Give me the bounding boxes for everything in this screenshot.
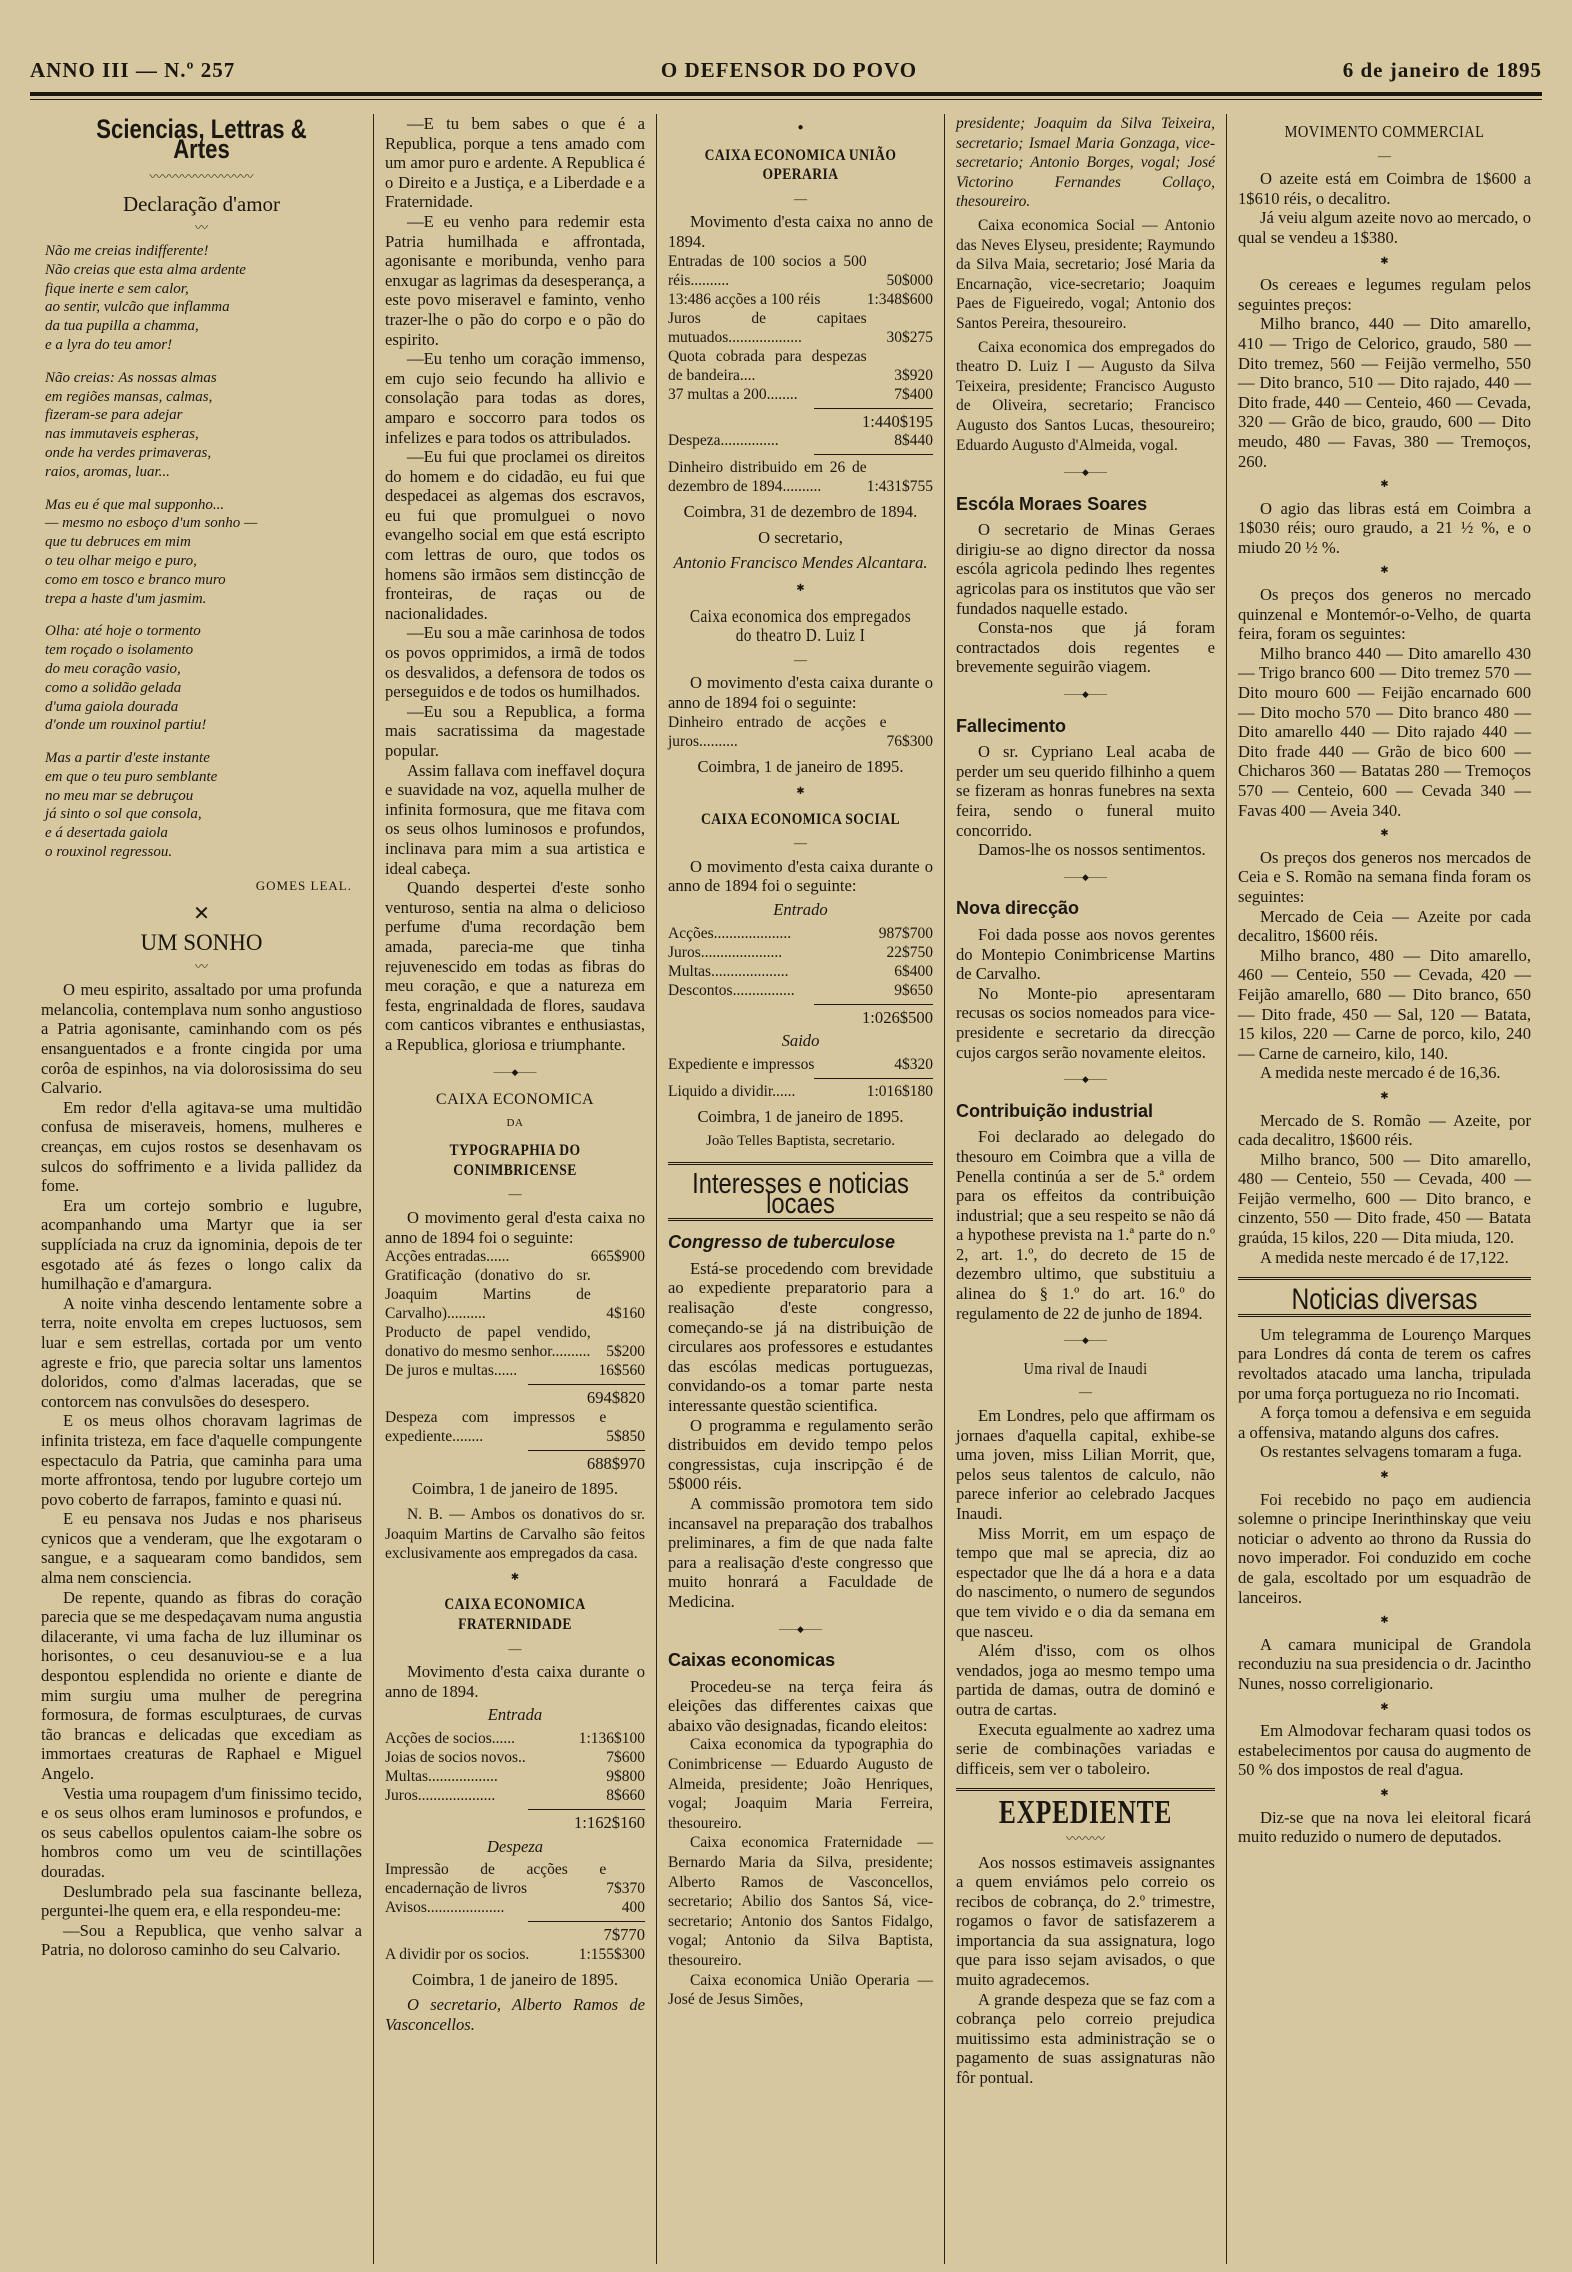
account-value: 1:136$100: [578, 1729, 645, 1747]
account-row: [668, 962, 933, 981]
frat-title: CAIXA ECONOMICA FRATERNIDADE: [444, 1596, 586, 1633]
news-paragraph: Diz-se que na nova lei eleitoral ficará muito reduzido o numero de deputados.: [1238, 1807, 1531, 1847]
account-value: 6$400: [894, 962, 933, 980]
ornament: 〰〰〰〰〰〰〰〰: [149, 169, 254, 185]
paragraph: O sr. Cypriano Leal acaba de perder um seu querido filhinho a quem se fizeram as honras funebres na sexta feira, sendo o funeral muito concorrido.: [956, 742, 1215, 840]
news-paragraph: A força tomou a defensiva e em seguida a offensiva, matando alguns dos cafres.: [1238, 1403, 1531, 1442]
column-1: Sciencias, Lettras & Artes 〰〰〰〰〰〰〰〰 Declaração d'amor 〰 Não me creias indifferente! Não creias que esta alma ardente fique inerte e sem calor, ao sentir, vulcão que inflamma da tua pupilla a chamma, e a lyra do teu amor! Não creias: As nossas almas em regiões mansas, calmas, fizeram-se para adejar nas immutaveis espheras, onde ha verdes primaveras, raios, aromas, luar... Mas eu é que mal supponho... — mesmo no esboço d'um sonho — que tu debruces em mim o teu olhar meigo e puro, como em tosco e branco muro trepa a haste d'um jasmim. Olha: até hoje o tormento tem roçado o isolamento do meu coração vasio, como a solidão gelada d'uma gaiola dourada d'onde um rouxinol partiu! Mas a partir d'este instante em que o teu puro semblante no meu mar se debruçou já sinto o sol que consola, e á desertada gaiola o rouxinol regressou. GOMES LEAL. ✕ UM SONHO 〰 O meu espirito, assaltado por uma profunda melancolia, contemplava num sonho angustioso a Patria agonisante, caminhando com os pés ensanguentados e a fronte cingida por uma corôa de espinhos, na via dolorosissima do seu Calvario. Em redor d'ella agitava-se uma multidão confusa de miseraveis, homens, mulheres e creanças, em cujos rostos se desenhavam os sulcos do soffrimento e a livida pallidez da fome. Era um cortejo sombrio e lugubre, acompanhando uma Martyr que ia ser supplíciada na cruz da ignominia, depois de ter esgotado até ás fezes o longo calix da humilhação e d'amargura. A noite vinha descendo lentamente sobre a terra, noite envolta em crepes luctuosos, sem luar e sem estrellas, cortada por um vento agreste e frio, que parecia soltar uns lamentos doloridos, como d'almas laceradas, que se contorcem nas convulsões do desespero. E os meus olhos choravam lagrimas de infinita tristeza, em face d'aquelle compungente espectaculo da Patria, que caminha para uma morte affrontosa, tendo por lugubre cortejo um povo coberto de farrapos, faminto e quasi nú. E eu pensava nos Judas e nos phariseus cynicos que a venderam, que lhe exgotaram o sangue, e a saquearam como bandidos, sem alma nem consciencia. De repente, quando as fibras do coração parecia que se me despedaçavam numa angustia dilacerante, vi uma facha de luz illuminar os horisontes, o ceu desanuviou-se e a lua despontou esplendida no oriente e diante de mim surgiu uma mulher de peregrina formosura, de formas esculpturaes, de curvas tão brancas e delicadas que excediam as immortaes creaturas de Raphael e Miguel Angelo. Vestia uma roupagem d'um finissimo tecido, e os seus olhos eram luminosos e profundos, e os seus cabellos opulentos caiam-lhe sobre os hombros como um veu de scintillações douradas. Deslumbrado pela sua fascinante belleza, perguntei-lhe quem era, e ella respondeu-me: —Sou a Republica, que venho salvar a Patria, no doloroso caminho do seu Calvario.: [30, 114, 374, 2264]
column-2: —E tu bem sabes o que é a Republica, porque a tens amado com um amor puro e ardente. A Republica é o Direito e a Justiça, e a Liberdade e a Fraternidade. —E eu venho para redemir esta Patria humilhada e affrontada, agonisante e moribunda, venho para enxugar as lagrimas da desesperança, a este povo miseravel e faminto, venho trazer-lhe o pão do corpo e o pão do espirito. —Eu tenho um coração immenso, em cujo seio fecundo ha allivio e consolação para todas as dores, amparo e soccorro para todos os infelizes e para todos os attribulados. —Eu fui que proclamei os direitos do homem e do cidadão, eu fui que despedacei as algemas dos escravos, eu fui que promulguei o novo evangelho social em que está escripto com lettras de ouro, que todos os homens são irmãos sem distincção de fronteiras, de raças ou de nacionalidades. —Eu sou a mãe carinhosa de todos os povos opprimidos, a irmã de todos os desvalidos, a defensora de todos os perseguidos e de todos os humilhados. —Eu sou a Republica, a forma mais sacratissima da magestade popular. Assim fallava com ineffavel doçura e suavidade na voz, aquella mulher de infinita formosura, que me fitava com os seus olhos luminosos e profundos, inclinava para mim a sua artistica e ideal cabeça. Quando despertei d'este sonho venturoso, sentia na alma o delicioso perfume d'uma recordação bem amada, parecia-me que tinha rejuvenescido em todas as fibras do meu coração, e que a natureza em festa, engrinaldada de flores, saudava com canticos vibrantes e enthusiastas, a Republica, gloriosa e triumphante. ——◆—— CAIXA ECONOMICA DA TYPOGRAPHIA DO CONIMBRICENSE — O movimento geral d'esta caixa no anno de 1894 foi o seguinte: Acções entradas...... 665$900 Gratificação (donativo do sr. Joaquim Martins de Carvalho).......... 4$160 Producto de papel vendido, donativo do mesmo senhor.......... 5$200 De juros e multas...... 16$560 694$820 Despeza com impressos e expediente........ 5$850 688$970 Coimbra, 1 de janeiro de 1895. N. B. — Ambos os donativos do sr. Joaquim Martins de Carvalho são feitos exclusivamente aos empregados da casa. ✱ CAIXA ECONOMICA FRATERNIDADE — Movimento d'esta caixa durante o anno de 1894. Entrada Acções de socios...... 1:136$100 Joias de socios novos.. 7$600 Multas.................. 9$800 Juros.................... 8$660 1:162$160 Despeza Impressão de acções e encadernação de livros 7$370 Avisos.................... 400 7$770 A dividir por os socios. 1:155$300 Coimbra, 1 de janeiro de 1895. O secretario, Alberto Ramos de Vasconcellos.: [374, 114, 657, 2264]
paragraph: —Eu sou a mãe carinhosa de todos os povos opprimidos, a irmã de todos os desvalidos, a defensora de todos os perseguidos e de todos os humilhados.: [385, 623, 645, 702]
poem-title: Declaração d'amor: [122, 191, 281, 216]
paragraph: O meu espirito, assaltado por uma profunda melancolia, contemplava num sonho angustioso a Patria agonisante, caminhando com os pés ensanguentados e a fronte cingida por uma corôa de espinhos, na via dolorosissima do seu Calvario.: [41, 980, 362, 1098]
paragraph: O azeite está em Coimbra de 1$600 a 1$610 réis, o decalitro.: [1238, 169, 1531, 208]
column-3: ● CAIXA ECONOMICA UNIÃO OPERARIA — Movimento d'esta caixa no anno de 1894. Entradas de 100 socios a 500 réis.......... 50$000 13:486 acções a 100 réis 1:348$600 Juros de capitaes mutuados................... 30$275 Quota cobrada para despezas de bandeira.... 3$920 37 multas a 200........ 7$400 1:440$195 Despeza............... 8$440 Dinheiro distribuido em 26 de dezembro de 1894.......... 1:431$755 Coimbra, 31 de dezembro de 1894. O secretario, Antonio Francisco Mendes Alcantara. ✱ Caixa economica dos empregados do theatro D. Luiz I — O movimento d'esta caixa durante o anno de 1894 foi o seguinte: Dinheiro entrado de acções e juros.......... 76$300 Coimbra, 1 de janeiro de 1895. ✱ CAIXA ECONOMICA SOCIAL — O movimento d'esta caixa durante o anno de 1894 foi o seguinte: Entrado Acções.................... 987$700 Juros..................... 22$750 Multas.................... 6$400 Descontos................ 9$650 1:026$500 Saido Expediente e impressos 4$320 Liquido a dividir...... 1:016$180 Coimbra, 1 de janeiro de 1895. João Telles Baptista, secretario. Interesses e noticias locaes Congresso de tuberculose Está-se procedendo com brevidade ao expediente preparatorio para a realisação d'este congresso, começando-se já na distribuição de circulares aos professores e estudantes das escólas medicas portuguezas, convidando-os a tomar parte nesta interessante questão scientifica. O programma e regulamento serão distribuidos em devido tempo pelos congressistas, cuja inscripção é de 5$000 réis. A commissão promotora tem sido incansavel na preparação dos trabalhos preliminares, a fim de que nada falte para a realisação d'este congresso que muito honrará a Faculdade de Medicina. ——◆—— Caixas economicas Procedeu-se na terça feira ás eleições das differentes caixas que abaixo vão designadas, ficando eleitos: Caixa economica da typographia do Conimbricense — Eduardo Augusto de Almeida, presidente; João Henriques, vogal; Joaquim Maria Ferreira, thesoureiro. Caixa economica Fraternidade — Bernardo Maria da Silva, presidente; Alberto Ramos de Vasconcellos, secretario; Abilio dos Santos Sá, vice-secretario; Antonio dos Santos Fidalgo, vogal; Antonio da Silva Baptista, thesoureiro. Caixa economica União Operaria — José de Jesus Simões,: [657, 114, 945, 2264]
account-value: 7$370: [606, 1880, 645, 1898]
account-row: [668, 713, 933, 751]
news-paragraph: Os restantes selvagens tomaram a fuga.: [1260, 1442, 1522, 1462]
paragraph: Já veiu algum azeite novo ao mercado, o qual se vendeu a 1$380.: [1238, 208, 1531, 247]
poem-stanza: Não me creias indifferente! Não creias que esta alma ardente fique inerte e sem calor, ao sentir, vulcão que inflamma da tua pupilla a chamma, e a lyra do teu amor!: [45, 242, 246, 353]
account-label: Expediente e impressos: [668, 1055, 815, 1073]
account-label: 37 multas a 200........: [668, 385, 798, 403]
paragraph: A noite vinha descendo lentamente sobre a terra, noite envolta em crepes luctuosos, sem luar e sem estrellas, cortada por um vento agreste e frio, que parecia soltar uns lamentos doloridos, como d'almas laceradas, que se contorcem nas convulsões do desespero.: [41, 1293, 362, 1411]
paragraph: E eu pensava nos Judas e nos phariseus cynicos que a venderam, que lhe exgotaram o sangue, e a saquearam como bandidos, sem alma nem consciencia.: [41, 1509, 362, 1588]
frat-accounts: [385, 1729, 645, 1805]
account-value: 665$900: [590, 1248, 645, 1266]
issue-date: 6 de janeiro de 1895: [1342, 57, 1542, 82]
paragraph: Executa egualmente ao xadrez uma serie de combinações variadas e difficeis, sem ver o taboleiro.: [956, 1719, 1215, 1778]
paragraph: Aos nossos estimaveis assignantes a quem enviámos pelo correio os recibos de cobrança, do 2.º trimestre, rogamos o favor de satisfazerem a importancia da sua assignatura, logo que para isso sejam avisados, o que muito agradecemos.: [956, 1852, 1215, 1990]
paragraph: —Eu fui que proclamei os direitos do homem e do cidadão, eu fui que despedacei as algemas dos escravos, eu fui que promulguei o novo evangelho social em que está escripto com lettras de ouro, que todos os homens são irmãos sem distincção de fronteiras, de raças ou de nacionalidades.: [385, 447, 645, 623]
poem-stanza: Mas a partir d'este instante em que o teu puro semblante no meu mar se debruçou já sinto o sol que consola, e á desertada gaiola o rouxinol regressou.: [45, 750, 218, 861]
paragraph: Foi dada posse aos novos gerentes do Montepio Conimbricense Martins de Carvalho.: [956, 924, 1215, 984]
newspaper-title: O DEFENSOR DO POVO: [660, 57, 918, 82]
account-row: [385, 1247, 645, 1266]
account-row: [385, 1860, 645, 1898]
account-row: [668, 252, 933, 290]
account-value: 9$650: [894, 981, 933, 999]
paragraph: Além d'isso, com os olhos vendados, joga ao mesmo tempo uma partida de damas, outra de dominó e outra de cartas.: [956, 1641, 1215, 1719]
local-news-title: Interesses e noticias locaes: [692, 1168, 909, 1220]
typo-title: CAIXA ECONOMICA: [435, 1091, 595, 1109]
account-label: Acções....................: [668, 924, 792, 942]
paragraph: Em Londres, pelo que affirmam os jornaes d'aquella capital, exhibe-se uma joven, miss Lilian Morrit, que, pelos seus talentos de calculo, não parece inferior ao celebrado Jacques Inaudi.: [956, 1406, 1215, 1523]
paragraph: —Eu sou a Republica, a forma mais sacratissima da magestade popular.: [385, 701, 645, 760]
account-label: Acções de socios......: [385, 1729, 515, 1747]
paragraph: —E tu bem sabes o que é a Republica, porque a tens amado com um amor puro e ardente. A Republica é o Direito e a Justiça, e a Liberdade e a Fraternidade.: [385, 114, 645, 212]
account-label: Avisos....................: [385, 1899, 505, 1917]
account-label: Producto de papel vendido, donativo do mesmo senhor..........: [385, 1324, 591, 1361]
poem-stanza: Olha: até hoje o tormento tem roçado o isolamento do meu coração vasio, como a solidão gelada d'uma gaiola dourada d'onde um rouxinol partiu!: [45, 623, 207, 734]
account-label: 13:486 acções a 100 réis: [668, 290, 821, 308]
account-label: Despeza com impressos e expediente........: [385, 1408, 607, 1445]
columns: [30, 114, 1542, 2264]
account-row: [385, 1729, 645, 1748]
news-paragraph: A camara municipal de Grandola reconduziu na sua presidencia o dr. Jacintho Nunes, nosso correligionario.: [1238, 1634, 1531, 1693]
poem-stanza: Não creias: As nossas almas em regiões mansas, calmas, fizeram-se para adejar nas immutaveis espheras, onde ha verdes primaveras, raios, aromas, luar...: [45, 369, 217, 480]
account-label: Descontos................: [668, 981, 795, 999]
op-accounts: [668, 252, 933, 404]
account-label: Juros.....................: [668, 943, 783, 961]
paragraph: Milho branco, 480 — Dito amarello, 460 — Centeio, 550 — Cevada, 420 — Feijão amarello, 680 — Dito branco, 650 — Dito frade, 450 — Sal, 120 — Batata, 15 kilos, 220 — Carne de porco, kilo, 240 — Carne de carneiro, kilo, 140.: [1238, 945, 1531, 1063]
paragraph: No Monte-pio apresentaram recusas os socios nomeados para vice-presidente e secretario da direcção cujos cargos serão novamente eleitos.: [956, 983, 1215, 1062]
paragraph: Em redor d'ella agitava-se uma multidão confusa de miseraveis, homens, mulheres e creanças, em cujos rostos se desenhavam os sulcos do soffrimento e a livida pallidez da fome.: [41, 1097, 362, 1196]
story-continued: [385, 114, 645, 1055]
account-label: Joias de socios novos..: [385, 1748, 526, 1766]
account-row: [385, 1408, 645, 1446]
luiz-title: Caixa economica dos empregados do theatro D. Luiz I: [689, 605, 912, 646]
paragraph: A medida neste mercado é de 16,36.: [1260, 1063, 1501, 1083]
account-label: Juros de capitaes mutuados...................: [668, 309, 867, 346]
account-value: 5$200: [606, 1343, 645, 1361]
account-label: Acções entradas......: [385, 1248, 510, 1266]
account-row: [668, 385, 933, 404]
paragraph: A grande despeza que se faz com a cobrança pelo correio prejudica muitissimo esta administração se o pagamento de suas assignaturas não fôr pontual.: [956, 1989, 1215, 2088]
account-value: 400: [621, 1899, 645, 1917]
news-title: Noticias diversas: [1291, 1283, 1478, 1317]
account-label: Dinheiro entrado de acções e juros..........: [668, 713, 887, 750]
account-value: 3$920: [894, 366, 933, 384]
paragraph: Miss Morrit, em um espaço de tempo que mal se aprecia, diz ao espectador que lhe dá a hora e a data do nascimento, o numero de segundos que tem vivido e o dia da semana em que nasceu.: [956, 1523, 1215, 1641]
paragraph: Milho branco, 500 — Dito amarello, 480 — Centeio, 550 — Cevada, 400 — Feijão vermelho, 600 — Dito branco, e cinzento, 550 — Dito frade, 450 — Batata graúda, 15 kilos, 220 — Dita miuda, 120.: [1238, 1149, 1531, 1248]
paragraph: Deslumbrado pela sua fascinante belleza, perguntei-lhe quem era, e ella respondeu-me:: [41, 1881, 362, 1921]
paragraph: Os cereaes e legumes regulam pelos seguintes preços:: [1238, 275, 1531, 314]
paragraph: A medida neste mercado é de 17,122.: [1260, 1247, 1509, 1267]
account-label: Juros....................: [385, 1786, 496, 1804]
news-paragraph: Foi recebido no paço em audiencia solemne o principe Inerinthinskay que veiu noticiar o advento ao throno da Russia do novo imperador. Foi conduzido em coche de gala, escoltado por um esquadrão de lanceiros.: [1238, 1489, 1531, 1607]
paragraph: De repente, quando as fibras do coração parecia que se me despedaçavam numa angustia dilacerante, vi uma facha de luz illuminar os horisontes, o ceu desanuviou-se e a lua despontou esplendida no oriente e diante de mim surgiu uma mulher de peregrina formosura, de formas esculpturaes, de curvas tão brancas e delicadas que excediam as immortaes creaturas de Raphael e Miguel Angelo.: [41, 1587, 362, 1783]
account-value: 30$275: [886, 328, 933, 346]
account-value: 9$800: [606, 1767, 645, 1785]
account-value: 987$700: [878, 924, 933, 942]
paragraph: Quando despertei d'este sonho venturoso, sentia na alma o delicioso perfume d'uma recordação bem amada, parecia-me que tinha rejuvenescido em todas as fibras do meu coração, e que a natureza em festa, engrinaldada de flores, saudava com canticos vibrantes e enthusiastas, a Republica, gloriosa e triumphante.: [385, 878, 645, 1054]
paragraph: Consta-nos que já foram contractados dois regentes e brevemente seguirão viagem.: [956, 618, 1215, 677]
account-value: 4$160: [606, 1305, 645, 1323]
account-row: [668, 924, 933, 943]
account-row: [668, 290, 933, 309]
account-label: Multas....................: [668, 962, 789, 980]
account-value: 5$850: [606, 1427, 645, 1445]
column-4: presidente; Joaquim da Silva Teixeira, secretario; Ismael Maria Gonzaga, vice-secretario; Antonio Borges, vogal; José Victorino Fernandes Collaço, thesoureiro. Caixa economica Social — Antonio das Neves Elyseu, presidente; Raymundo da Silva Maia, secretario; José Maria da Encarnação, vice-secretario; Joaquim Paes de Figueiredo, vogal; Antonio dos Santos Pereira, thesoureiro. Caixa economica dos empregados do theatro D. Luiz I — Augusto da Silva Teixeira, presidente; Francisco Augusto de Oliveira, secretario; Francisco Augusto dos Santos Lucas, thesoureiro; Eduardo Augusto d'Almeida, vogal. ——◆—— Escóla Moraes Soares O secretario de Minas Geraes dirigiu-se ao digno director da nossa escóla agricola pedindo lhes regentes agricolas para os institutos que vão ser fundados naquelle estado. Consta-nos que já foram contractados dois regentes e brevemente seguirão viagem. ——◆—— Fallecimento O sr. Cypriano Leal acaba de perder um seu querido filhinho a quem se fizeram as honras funebres na sexta feira, sendo o funeral muito concorrido. Damos-lhe os nossos sentimentos. ——◆—— Nova direcção Foi dada posse aos novos gerentes do Montepio Conimbricense Martins de Carvalho. No Monte-pio apresentaram recusas os socios nomeados para vice-presidente e secretario da direcção cujos cargos serão novamente eleitos. ——◆—— Contribuição industrial Foi declarado ao delegado do thesouro em Coimbra que a villa de Penella continúa a ser de 5.ª ordem para os effeitos da contribuição industrial; que a seu respeito se não dá a hypothese prevista na 1.ª parte do n.º 2, art. 1.º, do decreto de 15 de dezembro ultimo, que substituiu a alinea do § 1.º do art. 16.º do regulamento de 22 de junho de 1894. ——◆—— Uma rival de Inaudi — Em Londres, pelo que affirmam os jornaes d'aquella capital, exhibe-se uma joven, miss Lilian Morrit, que, pelos seus talentos de calculo, não parece inferior ao celebrado Jacques Inaudi. Miss Morrit, em um espaço de tempo que mal se aprecia, diz ao espectador que lhe dá a hora e a data do nascimento, o numero de segundos que tem vivido e o dia da semana em que nasceu. Além d'isso, com os olhos vendados, joga ao mesmo tempo uma partida de damas, outra de dominó e outra de cartas. Executa egualmente ao xadrez uma serie de combinações variadas e difficeis, sem ver o taboleiro. EXPEDIENTE 〰〰〰 Aos nossos estimaveis assignantes a quem enviámos pelo correio os recibos de cobrança, do 2.º trimestre, rogamos o favor de satisfazerem a importancia da sua assignatura, logo que para isso sejam avisados, o que muito agradecemos. A grande despeza que se faz com a cobrança pelo correio prejudica muitissimo esta administração se o pagamento de suas assignaturas não fôr pontual.: [945, 114, 1227, 2264]
paragraph: O programma e regulamento serão distribuidos em devido tempo pelos congressistas, cuja inscripção é de 5$000 réis.: [668, 1415, 933, 1494]
masthead-rule: [30, 92, 1542, 96]
account-row: [385, 1361, 645, 1380]
account-row: [385, 1323, 645, 1361]
account-label: Quota cobrada para despezas de bandeira....: [668, 347, 867, 384]
account-row: [385, 1786, 645, 1805]
paragraph: Vestia uma roupagem d'um finissimo tecido, e os seus olhos eram luminosos e profundos, e os seus cabellos opulentos caiam-lhe sobre os hombros como um veu de scintillações douradas.: [41, 1783, 362, 1881]
cross-ornament: ✕: [193, 903, 210, 926]
op-title: CAIXA ECONOMICA UNIÃO OPERARIA: [704, 146, 897, 184]
typo-name: TYPOGRAPHIA DO CONIMBRICENSE: [449, 1142, 581, 1179]
news-paragraph: Em Almodovar fecharam quasi todos os estabelecimentos por causa do augmento de 50 % dos impostos de real d'agua.: [1238, 1721, 1531, 1780]
account-row: [385, 1266, 645, 1323]
account-label: Impressão de acções e encadernação de livros: [385, 1861, 607, 1898]
account-value: 50$000: [886, 271, 933, 289]
account-value: 7$600: [606, 1748, 645, 1766]
account-row: [668, 981, 933, 1000]
account-label: Entradas de 100 socios a 500 réis..........: [668, 252, 867, 289]
account-value: 1:348$600: [866, 290, 933, 308]
account-row: [385, 1898, 645, 1917]
account-value: 16$560: [598, 1362, 645, 1380]
poem: [41, 242, 362, 862]
paragraph: —E eu venho para redemir esta Patria humilhada e affrontada, agonisante e moribunda, venho para enxugar as lagrimas da desesperança, a este povo miseravel e faminto, venho trazer-lhe o pão do corpo e o pão do espirito.: [385, 211, 645, 349]
account-label: De juros e multas......: [385, 1362, 518, 1380]
paragraph: A commissão promotora tem sido incansavel na preparação dos trabalhos preliminares, a fim de que nada falte para a realisação d'este congresso que muito honrará a Faculdade de Medicina.: [668, 1493, 933, 1611]
commercial-title: MOVIMENTO COMMERCIAL: [1284, 122, 1485, 141]
account-row: [668, 943, 933, 962]
paragraph: Mercado de Ceia — Azeite por cada decalitro, 1$600 réis.: [1238, 906, 1531, 946]
social-title: CAIXA ECONOMICA SOCIAL: [700, 810, 901, 828]
account-value: 8$660: [606, 1786, 645, 1804]
account-row: [668, 1055, 933, 1074]
poem-stanza: Mas eu é que mal supponho... — mesmo no esboço d'um sonho — que tu debruces em mim o teu olhar meigo e puro, como em tosco e branco muro trepa a haste d'um jasmim.: [45, 496, 258, 607]
account-value: 22$750: [886, 943, 933, 961]
news-paragraph: Um telegramma de Lourenço Marques para Londres dá conta de terem os cafres revoltados atacado uma lancha, tripulada por uma força portugueza no rio Incomati.: [1238, 1324, 1531, 1403]
poet-signature: GOMES LEAL.: [255, 877, 352, 893]
account-value: 7$400: [894, 385, 933, 403]
paragraph: E os meus olhos choravam lagrimas de infinita tristeza, em face d'aquelle compungente espectaculo da Patria, que caminha para uma morte affrontosa, tendo por lugubre cortejo um povo coberto de farrapos, faminto e quasi nú.: [41, 1411, 362, 1509]
paragraph: Damos-lhe os nossos sentimentos.: [978, 840, 1206, 860]
paragraph: Milho branco, 440 — Dito amarello, 410 — Trigo de Celorico, graudo, 580 — Dito tremez, 560 — Feijão vermelho, 550 — Dito branco, 510 — Dito rajado, 440 — Dito frade, 440 — Centeio, 460 — Cevada, 320 — Grão de bico, graudo, 600 — Dito meudo, 480 — Favas, 380 — Tremoços, 260.: [1238, 314, 1531, 471]
paragraph: Milho branco 440 — Dito amarello 430 — Trigo branco 600 — Dito tremez 570 — Dito mouro 600 — Feijão encarnado 600 — Dito mocho 570 — Dito branco 480 — Dito amarello 440 — Dito rajado 440 — Dito frade 440 — Grão de bico 600 — Chicharos 360 — Batatas 280 — Tremoços 570 — Centeio, 600 — Cevada 340 — Favas 400 — Aveia 340.: [1238, 643, 1531, 820]
paragraph: —Sou a Republica, que venho salvar a Patria, no doloroso caminho do seu Calvario.: [41, 1920, 362, 1960]
account-label: Multas..................: [385, 1767, 498, 1785]
paragraph: Os preços dos generos no mercado quinzenal e Montemór-o-Velho, de quarta feira, foram os seguintes:: [1238, 585, 1531, 644]
typo-accounts: [385, 1247, 645, 1380]
paragraph: Está-se procedendo com brevidade ao expediente preparatorio para a realisação d'este congresso, começando-se já na distribuição de circulares aos professores e estudantes das escólas medicas portuguezas, convidando-os a tomar parte nesta interessante questão scientifica.: [668, 1258, 933, 1415]
paragraph: —Eu tenho um coração immenso, em cujo seio fecundo ha allivio e consolação para todas as dores, amparo e soccorro para todos os infelizes e para todos os attribulados.: [385, 349, 645, 447]
account-row: [385, 1767, 645, 1786]
paragraph: O secretario de Minas Geraes dirigiu-se ao digno director da nossa escóla agricola pedindo lhes regentes agricolas para os institutos que vão ser fundados naquelle estado.: [956, 520, 1215, 618]
paragraph: Mercado de S. Romão — Azeite, por cada decalitro, 1$600 réis.: [1238, 1110, 1531, 1150]
account-value: 4$320: [894, 1055, 933, 1073]
issue-number: ANNO III — N.º 257: [30, 57, 236, 82]
story-title: UM SONHO: [140, 930, 263, 956]
paragraph: Os preços dos generos nos mercados de Ceia e S. Romão na semana finda foram os seguintes:: [1238, 847, 1531, 906]
account-label: Gratificação (donativo do sr. Joaquim Martins de Carvalho)..........: [385, 1267, 591, 1323]
paragraph: Foi declarado ao delegado do thesouro em Coimbra que a villa de Penella continúa a ser de 5.ª ordem para os effeitos da contribuição industrial; que a seu respeito se não dá a hypothese prevista na 1.ª parte do n.º 2, art. 1.º, do decreto de 15 de dezembro ultimo, que substituiu a alinea do § 1.º do art. 16.º do regulamento de 22 de junho de 1894.: [956, 1127, 1215, 1323]
account-row: [668, 309, 933, 347]
paragraph: Assim fallava com ineffavel doçura e suavidade na voz, aquella mulher de infinita formosura, que me fitava com os seus olhos luminosos e profundos, inclinava para mim a sua artistica e ideal cabeça.: [385, 760, 645, 878]
section-title: Sciencias, Lettras & Artes: [96, 114, 307, 164]
account-value: 76$300: [886, 732, 933, 750]
masthead: [30, 52, 1542, 88]
column-5: MOVIMENTO COMMERCIAL — O azeite está em Coimbra de 1$600 a 1$610 réis, o decalitro. Já veiu algum azeite novo ao mercado, o qual se vendeu a 1$380. ✱ Os cereaes e legumes regulam pelos seguintes preços: Milho branco, 440 — Dito amarello, 410 — Trigo de Celorico, graudo, 580 — Dito tremez, 560 — Feijão vermelho, 550 — Dito branco, 510 — Dito rajado, 440 — Dito frade, 440 — Centeio, 460 — Cevada, 320 — Grão de bico, graudo, 600 — Dito meudo, 480 — Favas, 380 — Tremoços, 260. ✱ O agio das libras está em Coimbra a 1$030 réis; ouro graudo, a 21 ½ %, e o miudo 20 ½ %. ✱ Os preços dos generos no mercado quinzenal e Montemór-o-Velho, de quarta feira, foram os seguintes: Milho branco 440 — Dito amarello 430 — Trigo branco 600 — Dito tremez 570 — Dito mouro 600 — Feijão encarnado 600 — Dito mocho 570 — Dito branco 480 — Dito amarello 440 — Dito rajado 440 — Dito frade 440 — Grão de bico 600 — Chicharos 360 — Batatas 280 — Tremoços 570 — Centeio, 600 — Cevada 340 — Favas 400 — Aveia 340. ✱ Os preços dos generos nos mercados de Ceia e S. Romão na semana finda foram os seguintes: Mercado de Ceia — Azeite por cada decalitro, 1$600 réis. Milho branco, 480 — Dito amarello, 460 — Centeio, 550 — Cevada, 420 — Feijão amarello, 680 — Dito branco, 650 — Dito frade, 450 — Sal, 120 — Batata, 15 kilos, 220 — Carne de porco, kilo, 240 — Carne de carneiro, kilo, 140. A medida neste mercado é de 16,36. ✱ Mercado de S. Romão — Azeite, por cada decalitro, 1$600 réis. Milho branco, 500 — Dito amarello, 480 — Centeio, 550 — Cevada, 400 — Feijão vermelho, 600 — Dito branco, e cinzento, 550 — Dito frade, 450 — Batata graúda, 15 kilos, 220 — Dita miuda, 120. A medida neste mercado é de 17,122. Noticias diversas Um telegramma de Lourenço Marques para Londres dá conta de terem os cafres revoltados atacado uma lancha, tripulada por uma força portugueza no rio Incomati. A força tomou a defensiva e em seguida a offensiva, matando alguns dos cafres. Os restantes selvagens tomaram a fuga. ✱ Foi recebido no paço em audiencia solemne o principe Inerinthinskay que veiu noticiar o advento ao throno da Russia do novo imperador. Foi conduzido em coche de gala, escoltado por um esquadrão de lanceiros. ✱ A camara municipal de Grandola reconduziu na sua presidencia o dr. Jacintho Nunes, nosso correligionario. ✱ Em Almodovar fecharam quasi todos os estabelecimentos por causa do augmento de 50 % dos impostos de real d'agua. ✱ Diz-se que na nova lei eleitoral ficará muito reduzido o numero de deputados.: [1238, 122, 1531, 1847]
account-row: [385, 1748, 645, 1767]
story-text: [41, 980, 362, 1960]
account-row: [668, 347, 933, 385]
paragraph: Era um cortejo sombrio e lugubre, acompanhando uma Martyr que ia ser supplíciada na cruz da ignominia, depois de ter esgotado até ás fezes o longo calix da humilhação e d'amargura.: [41, 1195, 362, 1294]
expediente-title: EXPEDIENTE: [998, 1794, 1173, 1832]
